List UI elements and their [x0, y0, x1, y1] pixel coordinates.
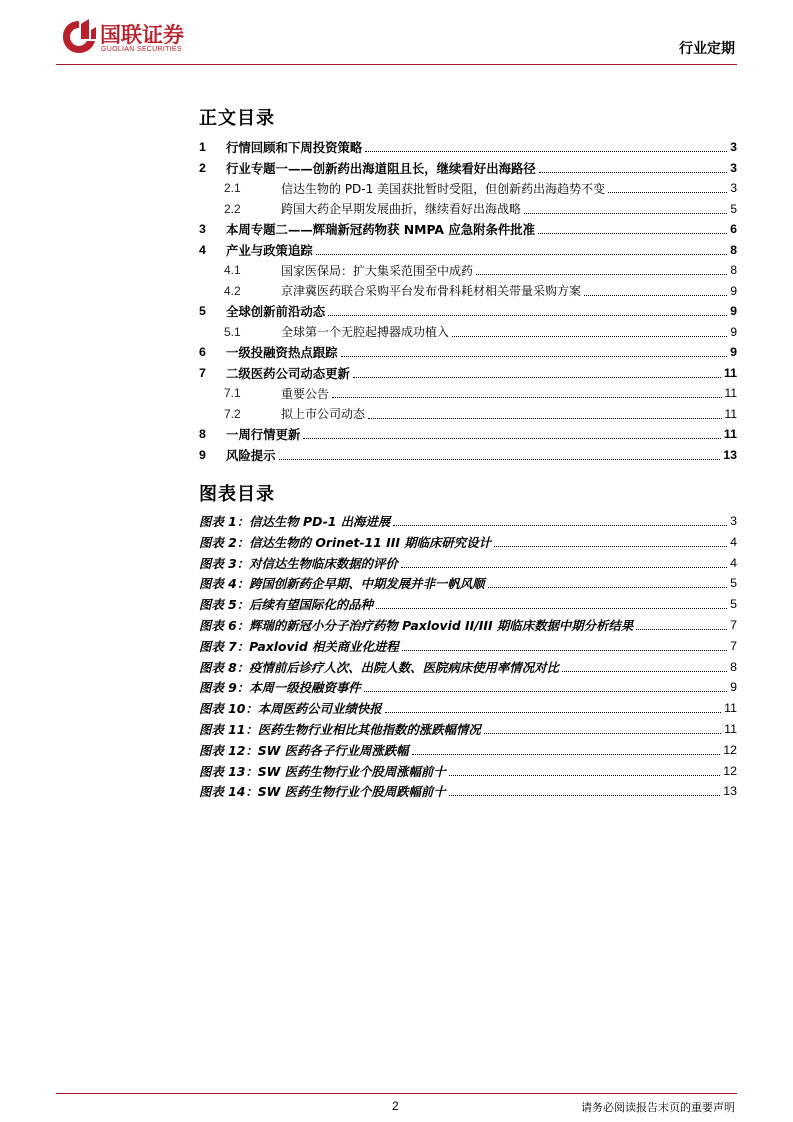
report-category: 行业定期 [679, 41, 735, 57]
figures-heading: 图表目录 [199, 484, 275, 505]
dot-leader [332, 397, 722, 398]
entry-title: 二级医药公司动态更新 [226, 365, 350, 381]
entry-title: 重要公告 [281, 386, 330, 401]
toc-heading: 正文目录 [199, 108, 275, 129]
entry-title: 本周专题二——辉瑞新冠药物获 NMPA 应急附条件批准 [226, 222, 536, 237]
entry-page-number: 3 [730, 181, 737, 195]
entry-page-number: 8 [730, 263, 737, 277]
entry-number: 8 [199, 427, 206, 441]
dot-leader [376, 608, 727, 609]
entry-page-number: 12 [723, 763, 737, 778]
entry-page-number: 7 [730, 638, 737, 653]
entry-title: 跨国大药企早期发展曲折，继续看好出海战略 [281, 202, 522, 216]
figure-entry[interactable] [0, 720, 793, 738]
entry-title: 图表 2：信达生物的 Orinet-11 III 期临床研究设计 [199, 534, 491, 550]
entry-number: 3 [199, 222, 206, 236]
toc-entry[interactable] [0, 241, 793, 259]
toc-entry[interactable] [0, 343, 793, 361]
toc-entry[interactable] [0, 179, 793, 197]
entry-page-number: 5 [730, 597, 737, 612]
toc-entry[interactable] [0, 282, 793, 300]
entry-title: 图表 13：SW 医药生物行业个股周涨幅前十 [199, 763, 446, 779]
entry-page-number: 9 [730, 324, 737, 339]
entry-page-number: 8 [730, 242, 737, 257]
figure-entry[interactable] [0, 782, 793, 800]
entry-number: 1 [199, 140, 206, 154]
figure-entry[interactable] [0, 554, 793, 572]
entry-title: 行业专题一——创新药出海道阻且长，继续看好出海路径 [226, 160, 536, 176]
entry-page-number: 9 [730, 680, 737, 695]
dot-leader [476, 274, 727, 275]
entry-page-number: 11 [723, 427, 737, 441]
entry-page-number: 13 [723, 447, 737, 462]
entry-number: 4.2 [224, 283, 241, 298]
dot-leader [449, 795, 720, 796]
figure-entry[interactable] [0, 512, 793, 530]
dot-leader [608, 192, 727, 193]
entry-page-number: 9 [730, 345, 737, 359]
entry-number: 5 [199, 304, 206, 318]
entry-title: 图表 10：本周医药公司业绩快报 [199, 701, 382, 717]
dot-leader [385, 712, 721, 713]
entry-title: 信达生物的 PD-1 美国获批暂时受阻，但创新药出海趋势不变 [281, 181, 606, 196]
entry-number: 7.1 [224, 386, 241, 400]
figure-entry[interactable] [0, 533, 793, 551]
page-number: 2 [392, 1099, 399, 1113]
figure-entry[interactable] [0, 762, 793, 780]
toc-entry[interactable] [0, 261, 793, 279]
entry-page-number: 9 [730, 304, 737, 318]
figure-entry[interactable] [0, 658, 793, 676]
toc-entry[interactable] [0, 405, 793, 423]
toc-entry[interactable] [0, 159, 793, 177]
figure-entry[interactable] [0, 574, 793, 592]
entry-page-number: 11 [724, 701, 737, 716]
entry-title: 拟上市公司动态 [281, 407, 366, 421]
dot-leader [364, 691, 727, 692]
entry-page-number: 11 [723, 365, 737, 380]
entry-title: 图表 6：辉瑞的新冠小分子治疗药物 Paxlovid II/III 期临床数据中期分析结果 [199, 618, 634, 633]
disclaimer-note: 请务必阅读报告末页的重要声明 [581, 1101, 735, 1114]
dot-leader [452, 336, 727, 337]
entry-number: 7.2 [224, 406, 241, 421]
dot-leader [494, 546, 727, 547]
entry-number: 2.1 [224, 181, 241, 195]
dot-leader [365, 151, 727, 152]
dot-leader [636, 629, 727, 630]
entry-page-number: 7 [730, 618, 737, 632]
entry-title: 行情回顾和下周投资策略 [226, 140, 363, 155]
entry-title: 一级投融资热点跟踪 [226, 345, 338, 360]
entry-title: 国家医保局：扩大集采范围至中成药 [281, 263, 474, 278]
entry-title: 图表 12：SW 医药各子行业周涨跌幅 [199, 742, 409, 758]
entry-page-number: 13 [723, 784, 737, 799]
entry-page-number: 3 [730, 514, 737, 528]
dot-leader [303, 438, 721, 439]
entry-title: 图表 1：信达生物 PD-1 出海进展 [199, 514, 391, 529]
entry-number: 2 [199, 160, 206, 175]
entry-title: 全球第一个无腔起搏器成功植入 [281, 325, 450, 339]
dot-leader [484, 733, 721, 734]
entry-title: 图表 14：SW 医药生物行业个股周跌幅前十 [199, 784, 446, 800]
entry-number: 4.1 [224, 263, 241, 277]
dot-leader [538, 233, 727, 234]
logo-text-cn: 国联证券 [100, 23, 184, 47]
entry-number: 6 [199, 345, 206, 359]
entry-page-number: 5 [730, 201, 737, 216]
dot-leader [341, 356, 727, 357]
figure-entry[interactable] [0, 595, 793, 613]
entry-number: 5.1 [224, 324, 241, 339]
toc-entry[interactable] [0, 302, 793, 320]
entry-page-number: 3 [730, 160, 737, 175]
entry-title: 图表 3：对信达生物临床数据的评价 [199, 555, 398, 571]
dot-leader [353, 377, 721, 378]
dot-leader [524, 213, 727, 214]
dot-leader [393, 525, 727, 526]
dot-leader [488, 587, 727, 588]
header-divider [56, 64, 737, 65]
dot-leader [539, 172, 727, 173]
entry-title: 图表 7：Paxlovid 相关商业化进程 [199, 638, 399, 654]
entry-page-number: 11 [724, 406, 737, 421]
figure-entry[interactable] [0, 678, 793, 696]
dot-leader [412, 754, 720, 755]
entry-number: 2.2 [224, 201, 241, 216]
entry-page-number: 9 [730, 283, 737, 298]
entry-page-number: 12 [723, 742, 737, 757]
dot-leader [279, 459, 720, 460]
entry-number: 7 [199, 365, 206, 380]
dot-leader [401, 567, 727, 568]
entry-page-number: 3 [730, 140, 737, 154]
guolian-logo-icon [60, 18, 98, 56]
logo-text-en: GUOLIAN SECURITIES [101, 46, 182, 53]
entry-number: 4 [199, 242, 206, 257]
toc-entry[interactable] [0, 220, 793, 238]
figure-entry[interactable] [0, 637, 793, 655]
entry-title: 一周行情更新 [226, 427, 301, 442]
dot-leader [316, 254, 727, 255]
toc-entry[interactable] [0, 200, 793, 218]
entry-page-number: 8 [730, 659, 737, 674]
dot-leader [584, 295, 727, 296]
entry-page-number: 5 [730, 576, 737, 591]
entry-title: 全球创新前沿动态 [226, 304, 326, 319]
footer-divider [56, 1093, 737, 1094]
entry-page-number: 11 [724, 386, 737, 400]
entry-page-number: 6 [730, 222, 737, 236]
entry-page-number: 4 [730, 555, 737, 570]
dot-leader [402, 650, 727, 651]
entry-page-number: 11 [724, 722, 737, 736]
entry-number: 9 [199, 447, 206, 462]
toc-entry[interactable] [0, 138, 793, 156]
entry-title: 图表 9：本周一级投融资事件 [199, 680, 361, 696]
dot-leader [449, 775, 720, 776]
toc-entry[interactable] [0, 425, 793, 443]
toc-entry[interactable] [0, 446, 793, 464]
figure-entry[interactable] [0, 699, 793, 717]
toc-entry[interactable] [0, 364, 793, 382]
figure-entry[interactable] [0, 741, 793, 759]
dot-leader [562, 671, 727, 672]
toc-entry[interactable] [0, 384, 793, 402]
entry-title: 产业与政策追踪 [226, 242, 313, 258]
figure-entry[interactable] [0, 616, 793, 634]
company-logo [60, 18, 210, 58]
entry-title: 风险提示 [226, 447, 276, 463]
toc-entry[interactable] [0, 323, 793, 341]
dot-leader [328, 315, 727, 316]
dot-leader [368, 418, 722, 419]
entry-title: 图表 4：跨国创新药企早期、中期发展并非一帆风顺 [199, 576, 485, 592]
entry-title: 京津冀医药联合采购平台发布骨科耗材相关带量采购方案 [281, 284, 582, 298]
entry-title: 图表 5：后续有望国际化的品种 [199, 597, 374, 613]
entry-page-number: 4 [730, 534, 737, 549]
entry-title: 图表 11：医药生物行业相比其他指数的涨跌幅情况 [199, 722, 481, 737]
entry-title: 图表 8：疫情前后诊疗人次、出院人数、医院病床使用率情况对比 [199, 659, 559, 675]
